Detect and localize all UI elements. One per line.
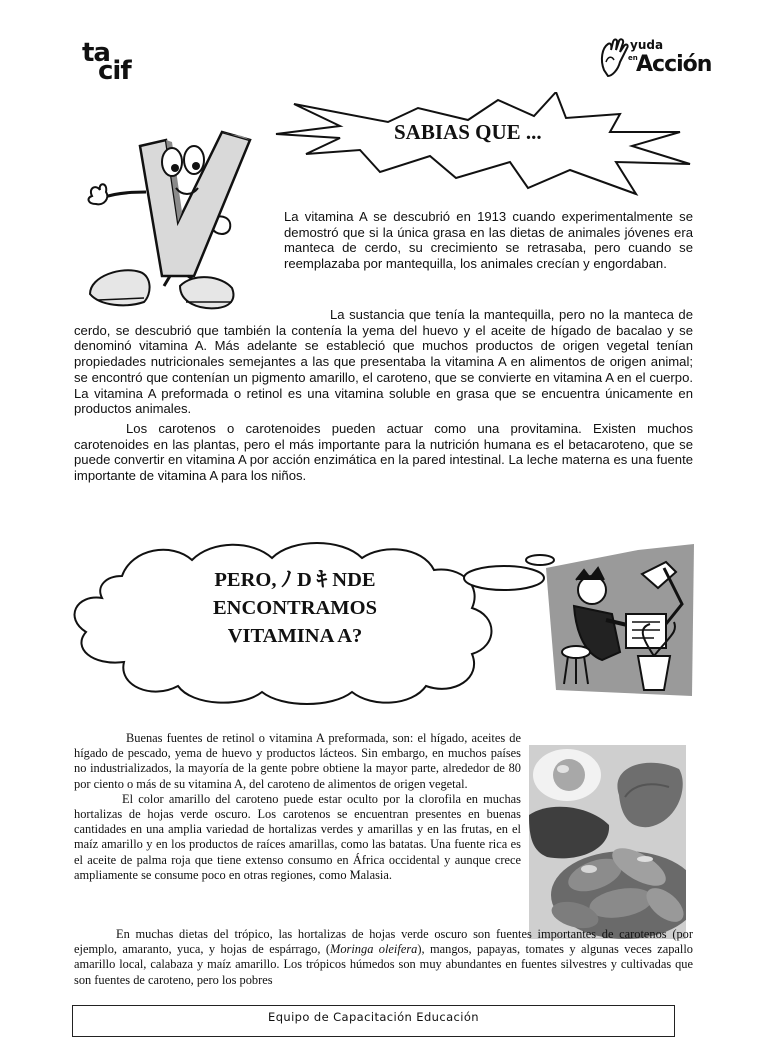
paragraph-text: El color amarillo del caroteno puede estar oculto por la clorofila en muchas hortalizas de hojas verde oscuro. Los carotenos se encuentran presentes en buenas cantidades en una amplia variedad de hortalizas verdes y amarillas y en las frutas, en el maíz amarillo y en los productos de raíces amarillas, como las batatas. Una fuente rica es el aceite de palma roja que tiene extenso consumo en África occidental y aunque crece ampliamente se consume poco en otras regiones, como Malasia.	[74, 791, 521, 882]
species-name: Moringa oleifera	[330, 942, 418, 957]
cloud-question	[160, 566, 430, 650]
aea-logo-line1: yuda	[630, 38, 664, 52]
paragraph-retinol-sources	[74, 731, 521, 883]
tacif-logo	[80, 40, 155, 84]
cloud-line2: ENCONTRAMOS	[212, 597, 377, 619]
starburst-shape	[270, 92, 694, 200]
vegetables-photo	[529, 745, 686, 939]
cloud-line1: PERO, ﾉ D ｷ NDE	[214, 569, 376, 591]
ayuda-en-accion-logo	[598, 36, 712, 86]
paragraph-text: La sustancia que tenía la mantequilla, pero no la manteca de cerdo, se descubrió que también la contenía la yema del huevo y el aceite de hígado de bacalao y se denominó vitamina A. Más adelante se estableció que muchos productos de origen vegetal tenían propiedades nutricionales semejantes a las que presentaba la vitamina A en alimentos de origen animal; se encontró que contenían un pigmento amarillo, el caroteno, que se convierte en vitamina A en el cuerpo. La vitamina A preformada o retinol es una vitamina soluble en grasa que se encuentra únicamente en productos animales.	[74, 307, 693, 417]
aea-logo-line3: Acción	[636, 52, 712, 77]
tacif-logo-line2: cif	[98, 56, 131, 86]
cloud-line3: VITAMINA A?	[227, 625, 363, 647]
paragraph-text	[74, 927, 693, 988]
paragraph-text-part1: En muchas dietas del trópico, las hortalizas de hojas verde oscuro son fuentes importantes de carotenos (por ejemplo, amaranto, yuca, y hojas de espárrago, (	[74, 927, 693, 957]
footer-text: Equipo de Capacitación Educación	[268, 1010, 479, 1024]
aea-logo-line2: en	[628, 54, 638, 62]
paragraph-text: La vitamina A se descubrió en 1913 cuando experimentalmente se demostró que si la única grasa en las dietas de animales jóvenes era manteca de cerdo, su crecimiento se retrasaba, pero cuando se reemplazaba por mantequilla, los animales crecían y engordaban.	[284, 209, 693, 272]
paragraph-text-part2: ), mangos, papayas, tomates y algunas veces zapallo amarillo local, calabaza y maíz amarillo. Los trópicos húmedos son muy abundantes en fuentes silvestres y cultivadas que son fuentes de caroteno, pero los pobres	[74, 942, 693, 987]
vitamin-v-mascot	[82, 126, 262, 312]
scientist-illustration	[546, 544, 694, 696]
paragraph-text: Buenas fuentes de retinol o vitamina A preformada, son: el hígado, aceites de hígado de pescado, yema de huevo y productos lácteos. Sin embargo, en muchos países no industrializados, la mayoría de la gente pobre obtiene la mayor parte, alrededor de 80 por ciento o más de su vitamina A, del caroteno de alimentos de origen vegetal.	[74, 731, 521, 791]
paragraph-carotenoids	[74, 421, 693, 484]
paragraph-discovery	[284, 209, 693, 272]
sabias-que-title: SABIAS QUE ...	[394, 120, 542, 144]
paragraph-butter-substance	[74, 307, 693, 417]
footer-box	[72, 1005, 675, 1037]
hand-icon	[602, 39, 628, 76]
paragraph-text: Los carotenos o carotenoides pueden actuar como una provitamina. Existen muchos carotenoides en las plantas, pero el más importante para la nutrición humana es el betacaroteno, que se puede convertir en vitamina A por acción enzimática en la pared intestinal. La leche materna es una fuente importante de vitamina A para los niños.	[74, 421, 693, 484]
tacif-logo-line1: ta	[82, 38, 110, 68]
paragraph-tropical-diets	[74, 927, 693, 988]
